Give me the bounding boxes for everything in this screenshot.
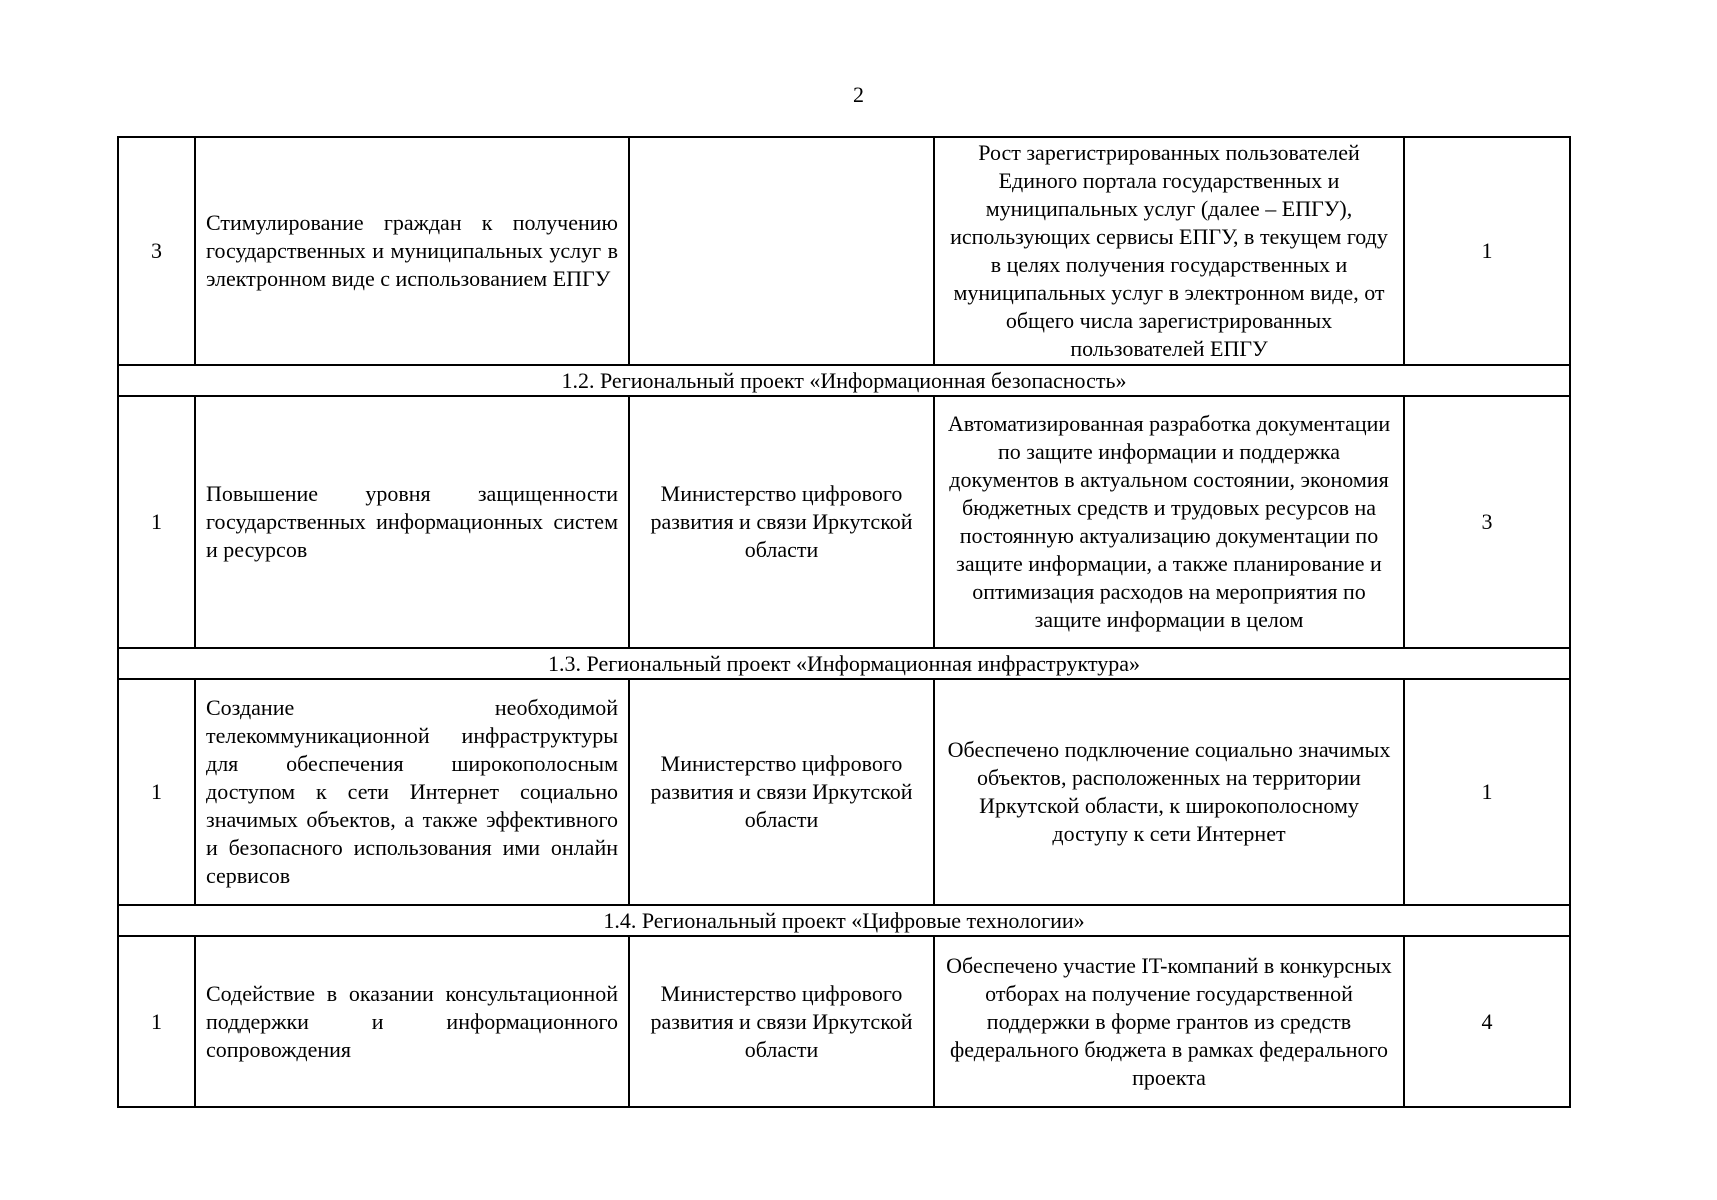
section-header-row — [118, 648, 1570, 679]
row-number: 1 — [118, 396, 195, 648]
section-header-row — [118, 905, 1570, 936]
row-number: 3 — [118, 137, 195, 365]
expected-result: Автоматизированная разработка документации по защите информации и поддержка документов в актуальном состоянии, экономия бюджетных средств и трудовых ресурсов на постоянную актуализацию документации по защите информации, а также планирование и оптимизация расходов на мероприятия по защите информации в целом — [934, 396, 1404, 648]
expected-result: Обеспечено подключение социально значимых объектов, расположенных на территории Иркутской области, к широкополосному доступу к сети Интернет — [934, 679, 1404, 905]
task-description: Создание необходимой телекоммуникационной инфраструктуры для обеспечения широкополосным доступом к сети Интернет социально значимых объектов, а также эффективного и безопасного использования ими онлайн сервисов — [195, 679, 629, 905]
responsible-executor: Министерство цифрового развития и связи Иркутской области — [629, 396, 934, 648]
responsible-executor: Министерство цифрового развития и связи Иркутской области — [629, 679, 934, 905]
result-value: 3 — [1404, 396, 1570, 648]
section-title: 1.3. Региональный проект «Информационная инфраструктура» — [118, 648, 1570, 679]
result-value: 1 — [1404, 137, 1570, 365]
section-title: 1.4. Региональный проект «Цифровые технологии» — [118, 905, 1570, 936]
row-number: 1 — [118, 679, 195, 905]
task-description: Повышение уровня защищенности государственных информационных систем и ресурсов — [195, 396, 629, 648]
table-row — [118, 936, 1570, 1107]
program-table — [117, 136, 1571, 1108]
task-description: Содействие в оказании консультационной поддержки и информационного сопровождения — [195, 936, 629, 1107]
row-number: 1 — [118, 936, 195, 1107]
table-row — [118, 679, 1570, 905]
responsible-executor: Министерство цифрового развития и связи Иркутской области — [629, 936, 934, 1107]
expected-result: Обеспечено участие IT-компаний в конкурсных отборах на получение государственной поддержки в форме грантов из средств федерального бюджета в рамках федерального проекта — [934, 936, 1404, 1107]
page-number: 2 — [853, 82, 864, 107]
result-value: 4 — [1404, 936, 1570, 1107]
responsible-executor — [629, 137, 934, 365]
table-row — [118, 137, 1570, 365]
expected-result: Рост зарегистрированных пользователей Единого портала государственных и муниципальных услуг (далее – ЕПГУ), использующих сервисы ЕПГУ, в текущем году в целях получения государственных и муниципальных услуг в электронном виде, от общего числа зарегистрированных пользователей ЕПГУ — [934, 137, 1404, 365]
result-value: 1 — [1404, 679, 1570, 905]
section-header-row — [118, 365, 1570, 396]
task-description: Стимулирование граждан к получению государственных и муниципальных услуг в электронном виде с использованием ЕПГУ — [195, 137, 629, 365]
section-title: 1.2. Региональный проект «Информационная безопасность» — [118, 365, 1570, 396]
table-row — [118, 396, 1570, 648]
